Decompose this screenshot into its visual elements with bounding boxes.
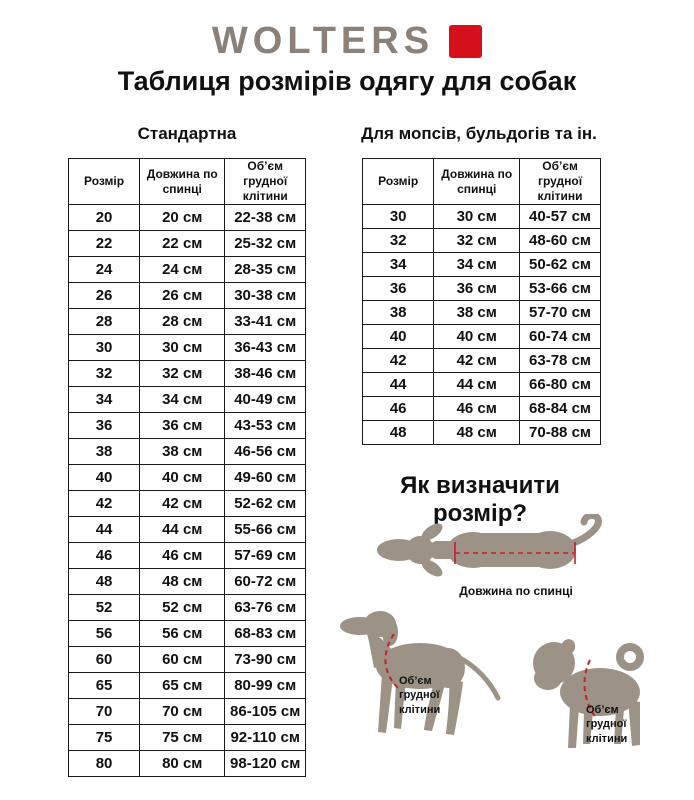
table-row xyxy=(363,397,601,421)
table-cell: 22 xyxy=(69,231,140,257)
table-row xyxy=(363,325,601,349)
table-cell: 44 см xyxy=(434,373,520,397)
table-cell: 34 см xyxy=(434,253,520,277)
table-cell: 75 см xyxy=(140,725,225,751)
table-cell: 24 xyxy=(69,257,140,283)
column-header: Довжина по спинці xyxy=(140,159,225,205)
table-cell: 33-41 см xyxy=(225,309,306,335)
brand-logo-text: WOLTERS xyxy=(211,20,435,62)
table-cell: 66-80 см xyxy=(520,373,601,397)
table-cell: 46 см xyxy=(140,543,225,569)
table-row xyxy=(69,309,306,335)
table-row xyxy=(69,751,306,777)
table-cell: 40 xyxy=(363,325,434,349)
table-cell: 65 см xyxy=(140,673,225,699)
table-cell: 34 xyxy=(69,387,140,413)
dog-side-view-illustration xyxy=(338,604,506,738)
table-cell: 60-72 см xyxy=(225,569,306,595)
table-row xyxy=(69,595,306,621)
column-header: Об’єм грудної клітини xyxy=(520,159,601,205)
table-row xyxy=(69,465,306,491)
table-cell: 68-84 см xyxy=(520,397,601,421)
table-row xyxy=(69,621,306,647)
table-cell: 55-66 см xyxy=(225,517,306,543)
table-cell: 40 см xyxy=(434,325,520,349)
table-row xyxy=(363,277,601,301)
table-cell: 44 см xyxy=(140,517,225,543)
dog-tail xyxy=(571,515,598,544)
table-cell: 26 см xyxy=(140,283,225,309)
table-cell: 63-78 см xyxy=(520,349,601,373)
table-cell: 30 xyxy=(363,205,434,229)
table-row xyxy=(69,283,306,309)
table-cell: 20 xyxy=(69,205,140,231)
brand-logo xyxy=(0,20,694,63)
table-cell: 38-46 см xyxy=(225,361,306,387)
table-cell: 92-110 см xyxy=(225,725,306,751)
table-cell: 30-38 см xyxy=(225,283,306,309)
table-cell: 25-32 см xyxy=(225,231,306,257)
table-cell: 68-83 см xyxy=(225,621,306,647)
table-cell: 32 xyxy=(363,229,434,253)
table-cell: 40-57 см xyxy=(520,205,601,229)
dog-top-view-illustration xyxy=(375,514,610,584)
pugs-table-heading: Для мопсів, бульдогів та ін. xyxy=(361,124,597,143)
table-cell: 70-88 см xyxy=(520,421,601,445)
table-header-row xyxy=(363,159,601,205)
table-cell: 32 см xyxy=(434,229,520,253)
table-cell: 43-53 см xyxy=(225,413,306,439)
dog-front-leg xyxy=(378,674,393,733)
table-cell: 60 см xyxy=(140,647,225,673)
table-cell: 36 см xyxy=(140,413,225,439)
table-cell: 52 см xyxy=(140,595,225,621)
table-cell: 56 xyxy=(69,621,140,647)
table-cell: 46-56 см xyxy=(225,439,306,465)
pug-curled-tail xyxy=(620,647,640,667)
table-cell: 70 xyxy=(69,699,140,725)
table-cell: 22-38 см xyxy=(225,205,306,231)
table-row xyxy=(69,725,306,751)
table-cell: 30 см xyxy=(434,205,520,229)
table-row xyxy=(363,205,601,229)
table-cell: 36 см xyxy=(434,277,520,301)
table-cell: 28 xyxy=(69,309,140,335)
table-cell: 73-90 см xyxy=(225,647,306,673)
table-cell: 46 см xyxy=(434,397,520,421)
column-header: Довжина по спинці xyxy=(434,159,520,205)
table-cell: 48 см xyxy=(140,569,225,595)
table-row xyxy=(69,439,306,465)
table-cell: 38 xyxy=(363,301,434,325)
table-row xyxy=(69,257,306,283)
column-header: Об’єм грудної клітини xyxy=(225,159,306,205)
table-cell: 28-35 см xyxy=(225,257,306,283)
table-row xyxy=(69,517,306,543)
chest-girth-label: Об’єм грудної клітини xyxy=(586,704,628,745)
table-cell: 26 xyxy=(69,283,140,309)
how-to-heading: Як визначити розмір? xyxy=(400,472,560,527)
pug-front-leg xyxy=(568,705,579,748)
pug-hind-leg xyxy=(628,700,640,746)
table-cell: 22 см xyxy=(140,231,225,257)
table-cell: 50-62 см xyxy=(520,253,601,277)
table-cell: 28 см xyxy=(140,309,225,335)
table-row xyxy=(69,569,306,595)
table-cell: 48 см xyxy=(434,421,520,445)
dog-tail xyxy=(460,658,498,698)
table-cell: 48 xyxy=(69,569,140,595)
table-cell: 80 см xyxy=(140,751,225,777)
standard-size-table xyxy=(68,158,306,777)
back-length-label: Довжина по спинці xyxy=(459,584,573,598)
table-cell: 30 см xyxy=(140,335,225,361)
table-cell: 86-105 см xyxy=(225,699,306,725)
table-cell: 53-66 см xyxy=(520,277,601,301)
table-cell: 38 xyxy=(69,439,140,465)
table-cell: 30 xyxy=(69,335,140,361)
table-cell: 42 xyxy=(363,349,434,373)
table-cell: 75 xyxy=(69,725,140,751)
brand-logo-red-square-icon xyxy=(449,25,482,58)
table-header-row xyxy=(69,159,306,205)
table-row xyxy=(69,673,306,699)
table-row xyxy=(69,699,306,725)
table-cell: 38 см xyxy=(434,301,520,325)
table-cell: 20 см xyxy=(140,205,225,231)
table-row xyxy=(363,229,601,253)
table-cell: 52 xyxy=(69,595,140,621)
page-title: Таблиця розмірів одягу для собак xyxy=(117,66,577,96)
table-row xyxy=(69,491,306,517)
table-row xyxy=(69,647,306,673)
table-cell: 65 xyxy=(69,673,140,699)
table-cell: 36 xyxy=(363,277,434,301)
table-cell: 40-49 см xyxy=(225,387,306,413)
pugs-size-table xyxy=(362,158,601,445)
table-cell: 40 xyxy=(69,465,140,491)
table-cell: 42 xyxy=(69,491,140,517)
table-cell: 49-60 см xyxy=(225,465,306,491)
table-cell: 44 xyxy=(363,373,434,397)
column-header: Розмір xyxy=(69,159,140,205)
table-cell: 48 xyxy=(363,421,434,445)
table-cell: 52-62 см xyxy=(225,491,306,517)
pug-jowls xyxy=(534,666,562,690)
table-row xyxy=(69,361,306,387)
table-cell: 70 см xyxy=(140,699,225,725)
table-row xyxy=(69,205,306,231)
table-row xyxy=(363,349,601,373)
table-cell: 40 см xyxy=(140,465,225,491)
table-row xyxy=(363,373,601,397)
column-header: Розмір xyxy=(363,159,434,205)
table-cell: 34 см xyxy=(140,387,225,413)
table-cell: 46 xyxy=(69,543,140,569)
table-cell: 32 см xyxy=(140,361,225,387)
table-cell: 57-69 см xyxy=(225,543,306,569)
table-cell: 24 см xyxy=(140,257,225,283)
table-cell: 60-74 см xyxy=(520,325,601,349)
table-row xyxy=(363,253,601,277)
table-cell: 98-120 см xyxy=(225,751,306,777)
chest-girth-label: Об’єм грудної клітини xyxy=(399,675,441,716)
table-row xyxy=(69,335,306,361)
table-cell: 44 xyxy=(69,517,140,543)
table-cell: 42 см xyxy=(434,349,520,373)
table-cell: 57-70 см xyxy=(520,301,601,325)
table-cell: 80 xyxy=(69,751,140,777)
table-cell: 80-99 см xyxy=(225,673,306,699)
table-row xyxy=(363,301,601,325)
table-cell: 46 xyxy=(363,397,434,421)
standard-table-heading: Стандартна xyxy=(137,124,237,143)
table-cell: 34 xyxy=(363,253,434,277)
table-cell: 60 xyxy=(69,647,140,673)
table-cell: 32 xyxy=(69,361,140,387)
table-cell: 56 см xyxy=(140,621,225,647)
table-row xyxy=(69,231,306,257)
table-cell: 48-60 см xyxy=(520,229,601,253)
dog-torso xyxy=(468,533,556,567)
table-cell: 38 см xyxy=(140,439,225,465)
table-row xyxy=(69,413,306,439)
table-row xyxy=(363,421,601,445)
table-cell: 36 xyxy=(69,413,140,439)
table-cell: 63-76 см xyxy=(225,595,306,621)
table-row xyxy=(69,543,306,569)
table-cell: 42 см xyxy=(140,491,225,517)
table-cell: 36-43 см xyxy=(225,335,306,361)
table-row xyxy=(69,387,306,413)
